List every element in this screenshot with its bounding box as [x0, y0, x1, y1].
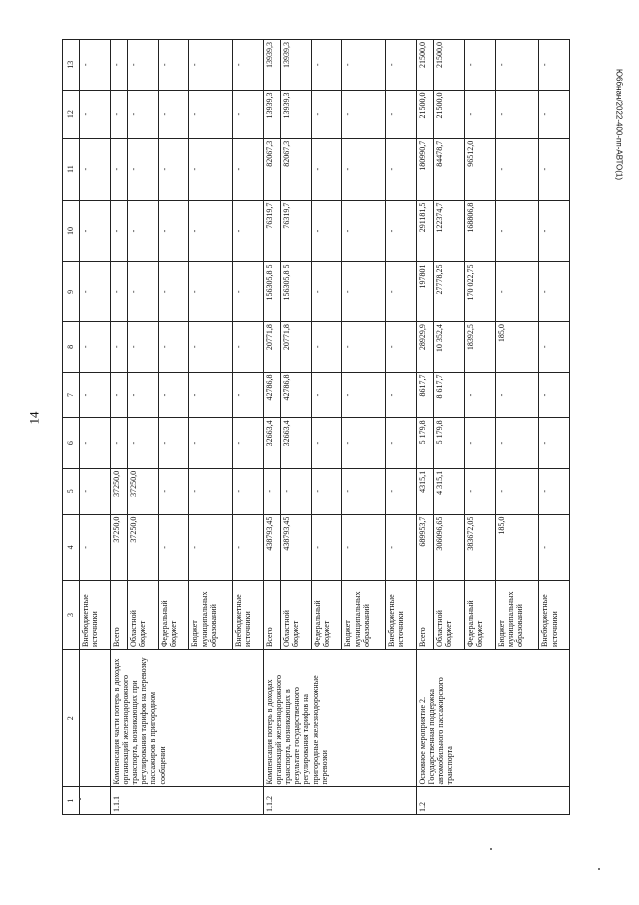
amount-cell: -	[342, 372, 386, 418]
amount-cell: -	[128, 262, 159, 322]
amount-cell: -	[233, 372, 264, 418]
table-row	[80, 40, 111, 815]
column-number: 6	[63, 418, 80, 468]
amount-cell: -	[189, 40, 233, 91]
amount-cell: -	[342, 262, 386, 322]
amount-cell: 13939,3	[281, 90, 312, 138]
amount-cell: 27778,25	[434, 262, 465, 322]
amount-cell: -	[128, 418, 159, 468]
amount-cell: -	[233, 200, 264, 262]
amount-cell: 170 022,75	[464, 262, 495, 322]
funding-source: Бюджет муниципальных образований	[189, 581, 233, 650]
scan-speck	[79, 798, 81, 800]
amount-cell: -	[342, 514, 386, 580]
measure-title: Компенсация потерь в доходах организаций железнодорожного транспорта, возникающих в результате государственного регулирования тарифов на пригородные железнодорожные перевозки	[263, 649, 416, 787]
amount-cell: 20771,8	[263, 322, 280, 372]
funding-source: Внебюджетные источники	[80, 581, 111, 650]
funding-source: Областной бюджет	[281, 581, 312, 650]
amount-cell: -	[80, 200, 111, 262]
amount-cell: -	[495, 468, 539, 514]
item-number: 1.1.2	[263, 787, 416, 815]
amount-cell: -	[495, 418, 539, 468]
amount-cell: 20771,8	[281, 322, 312, 372]
amount-cell: -	[128, 138, 159, 200]
amount-cell: 32663,4	[263, 418, 280, 468]
amount-cell: 42786,8	[263, 372, 280, 418]
scan-speck	[598, 868, 600, 870]
amount-cell: -	[495, 262, 539, 322]
amount-cell: -	[311, 40, 342, 91]
header-row	[63, 40, 80, 815]
amount-cell: -	[464, 468, 495, 514]
amount-cell: -	[386, 514, 417, 580]
amount-cell: -	[495, 90, 539, 138]
amount-cell: 96512,0	[464, 138, 495, 200]
amount-cell: -	[464, 40, 495, 91]
amount-cell: 37250,0	[110, 514, 127, 580]
amount-cell: -	[233, 138, 264, 200]
funding-source: Бюджет муниципальных образований	[495, 581, 539, 650]
column-number: 9	[63, 262, 80, 322]
amount-cell: 21500,0	[416, 40, 433, 91]
amount-cell: 21500,0	[416, 90, 433, 138]
amount-cell: -	[80, 468, 111, 514]
amount-cell: -	[189, 468, 233, 514]
amount-cell: 168806,8	[464, 200, 495, 262]
funding-source: Всего	[110, 581, 127, 650]
amount-cell: -	[110, 372, 127, 418]
amount-cell: -	[386, 40, 417, 91]
amount-cell: -	[80, 514, 111, 580]
amount-cell: -	[189, 200, 233, 262]
amount-cell: -	[495, 372, 539, 418]
amount-cell: -	[158, 40, 189, 91]
amount-cell: -	[342, 90, 386, 138]
column-number: 12	[63, 90, 80, 138]
amount-cell: -	[311, 468, 342, 514]
amount-cell: 10 352,4	[434, 322, 465, 372]
amount-cell: -	[80, 90, 111, 138]
amount-cell: 156305,8 5	[263, 262, 280, 322]
funding-source: Всего	[416, 581, 433, 650]
amount-cell: -	[464, 372, 495, 418]
amount-cell: -	[342, 200, 386, 262]
amount-cell: 37250,0	[128, 468, 159, 514]
amount-cell: 4315,1	[416, 468, 433, 514]
amount-cell: -	[311, 322, 342, 372]
amount-cell: 13939,3	[263, 90, 280, 138]
funding-source: Внебюджетные источники	[386, 581, 417, 650]
funding-source: Бюджет муниципальных образований	[342, 581, 386, 650]
table-row	[263, 40, 280, 815]
amount-cell: -	[386, 262, 417, 322]
amount-cell: -	[189, 514, 233, 580]
amount-cell: -	[311, 200, 342, 262]
amount-cell: -	[158, 514, 189, 580]
amount-cell: 197801	[416, 262, 433, 322]
amount-cell: -	[342, 138, 386, 200]
amount-cell: -	[539, 468, 570, 514]
table-row	[416, 40, 433, 815]
amount-cell: -	[386, 200, 417, 262]
amount-cell: 21500,0	[434, 90, 465, 138]
column-number: 7	[63, 372, 80, 418]
amount-cell: 306096,65	[434, 514, 465, 580]
amount-cell: -	[233, 514, 264, 580]
amount-cell: -	[386, 468, 417, 514]
amount-cell: -	[128, 40, 159, 91]
amount-cell: -	[495, 138, 539, 200]
funding-source: Областной бюджет	[128, 581, 159, 650]
amount-cell: -	[110, 40, 127, 91]
amount-cell: -	[158, 468, 189, 514]
amount-cell: 37250,0	[110, 468, 127, 514]
amount-cell: -	[158, 372, 189, 418]
column-number: 4	[63, 514, 80, 580]
amount-cell: -	[233, 322, 264, 372]
column-number: 13	[63, 40, 80, 91]
amount-cell: -	[128, 200, 159, 262]
amount-cell: -	[233, 90, 264, 138]
amount-cell: -	[464, 418, 495, 468]
amount-cell: -	[386, 372, 417, 418]
amount-cell: -	[189, 372, 233, 418]
item-number: 1.2	[416, 787, 569, 815]
amount-cell: 5 179,8	[434, 418, 465, 468]
amount-cell: 185,0	[495, 514, 539, 580]
funding-source: Областной бюджет	[434, 581, 465, 650]
scan-speck	[490, 848, 492, 850]
amount-cell: -	[495, 200, 539, 262]
amount-cell: -	[495, 40, 539, 91]
amount-cell: 18392,5	[464, 322, 495, 372]
amount-cell: 383672,05	[464, 514, 495, 580]
amount-cell: -	[342, 40, 386, 91]
amount-cell: 8 617,7	[434, 372, 465, 418]
document-code: Ю6бнан/2022-400-пп-АВТО(1)	[614, 68, 624, 181]
amount-cell: -	[233, 468, 264, 514]
amount-cell: -	[128, 372, 159, 418]
document-code-margin	[612, 0, 626, 905]
amount-cell: 180990,7	[416, 138, 433, 200]
amount-cell: -	[539, 322, 570, 372]
amount-cell: -	[158, 322, 189, 372]
amount-cell: -	[539, 90, 570, 138]
page-number: 14	[26, 411, 42, 425]
column-number: 3	[63, 581, 80, 650]
amount-cell: 156305,8 5	[281, 262, 312, 322]
amount-cell: 21500,0	[434, 40, 465, 91]
amount-cell: -	[110, 200, 127, 262]
amount-cell: 42786,8	[281, 372, 312, 418]
amount-cell: -	[110, 138, 127, 200]
amount-cell: 84478,7	[434, 138, 465, 200]
amount-cell: -	[311, 90, 342, 138]
amount-cell: -	[539, 372, 570, 418]
funding-source: Федеральный бюджет	[464, 581, 495, 650]
amount-cell: -	[189, 138, 233, 200]
amount-cell: -	[80, 418, 111, 468]
amount-cell: -	[539, 262, 570, 322]
amount-cell: 689953,7	[416, 514, 433, 580]
amount-cell: -	[233, 40, 264, 91]
amount-cell: -	[158, 138, 189, 200]
amount-cell: -	[128, 322, 159, 372]
amount-cell: -	[311, 514, 342, 580]
amount-cell: -	[80, 322, 111, 372]
column-number: 1	[63, 787, 80, 815]
amount-cell: 5 179,8	[416, 418, 433, 468]
amount-cell: -	[110, 262, 127, 322]
amount-cell: -	[311, 372, 342, 418]
amount-cell: -	[464, 90, 495, 138]
amount-cell: -	[342, 322, 386, 372]
table-row	[110, 40, 127, 815]
measure-title: Основное мероприятие 2. Государственная поддержка автомобильного пассажирского транспорта	[416, 649, 569, 787]
amount-cell: 82067,3	[263, 138, 280, 200]
amount-cell: -	[158, 90, 189, 138]
amount-cell: -	[386, 138, 417, 200]
funding-source: Внебюджетные источники	[233, 581, 264, 650]
amount-cell: -	[110, 90, 127, 138]
amount-cell: -	[80, 138, 111, 200]
funding-source: Внебюджетные источники	[539, 581, 570, 650]
amount-cell: -	[263, 468, 280, 514]
funding-source: Всего	[263, 581, 280, 650]
amount-cell: -	[189, 418, 233, 468]
amount-cell: -	[80, 262, 111, 322]
budget-table	[62, 39, 570, 815]
amount-cell: -	[80, 372, 111, 418]
column-number: 2	[63, 649, 80, 787]
amount-cell: 82067,3	[281, 138, 312, 200]
amount-cell: -	[233, 262, 264, 322]
amount-cell: 291181,5	[416, 200, 433, 262]
funding-source: Федеральный бюджет	[158, 581, 189, 650]
amount-cell: -	[158, 262, 189, 322]
amount-cell: -	[311, 418, 342, 468]
amount-cell: 122374,7	[434, 200, 465, 262]
column-number: 8	[63, 322, 80, 372]
amount-cell: -	[342, 468, 386, 514]
amount-cell: -	[539, 40, 570, 91]
amount-cell: -	[386, 418, 417, 468]
measure-title	[80, 649, 111, 787]
amount-cell: 185,0	[495, 322, 539, 372]
amount-cell: -	[189, 90, 233, 138]
amount-cell: 4 315,1	[434, 468, 465, 514]
column-number: 5	[63, 468, 80, 514]
measure-title: Компенсация части потерь в доходах организаций железнодорожного транспорта, возникающих при регулировании тарифов на перевозку пассажиров в пригородном сообщении	[110, 649, 263, 787]
amount-cell: 37250,0	[128, 514, 159, 580]
column-number: 11	[63, 138, 80, 200]
amount-cell: -	[342, 418, 386, 468]
amount-cell: 8617,7	[416, 372, 433, 418]
amount-cell: 438793,45	[281, 514, 312, 580]
amount-cell: -	[311, 262, 342, 322]
amount-cell: -	[539, 138, 570, 200]
amount-cell: -	[233, 418, 264, 468]
amount-cell: 13939,3	[263, 40, 280, 91]
amount-cell: -	[539, 200, 570, 262]
amount-cell: -	[539, 514, 570, 580]
amount-cell: -	[158, 200, 189, 262]
amount-cell: 28929,9	[416, 322, 433, 372]
amount-cell: 32663,4	[281, 418, 312, 468]
item-number	[80, 787, 111, 815]
amount-cell: -	[281, 468, 312, 514]
amount-cell: -	[80, 40, 111, 91]
amount-cell: -	[386, 322, 417, 372]
amount-cell: -	[539, 418, 570, 468]
amount-cell: -	[189, 262, 233, 322]
amount-cell: 438793,45	[263, 514, 280, 580]
amount-cell: -	[158, 418, 189, 468]
amount-cell: -	[386, 90, 417, 138]
amount-cell: -	[189, 322, 233, 372]
funding-source: Федеральный бюджет	[311, 581, 342, 650]
item-number: 1.1.1	[110, 787, 263, 815]
amount-cell: -	[311, 138, 342, 200]
amount-cell: 76319,7	[281, 200, 312, 262]
amount-cell: -	[110, 418, 127, 468]
amount-cell: -	[110, 322, 127, 372]
amount-cell: 76319,7	[263, 200, 280, 262]
rotated-table-wrapper	[62, 39, 570, 815]
amount-cell: -	[128, 90, 159, 138]
amount-cell: 13939,3	[281, 40, 312, 91]
column-number: 10	[63, 200, 80, 262]
